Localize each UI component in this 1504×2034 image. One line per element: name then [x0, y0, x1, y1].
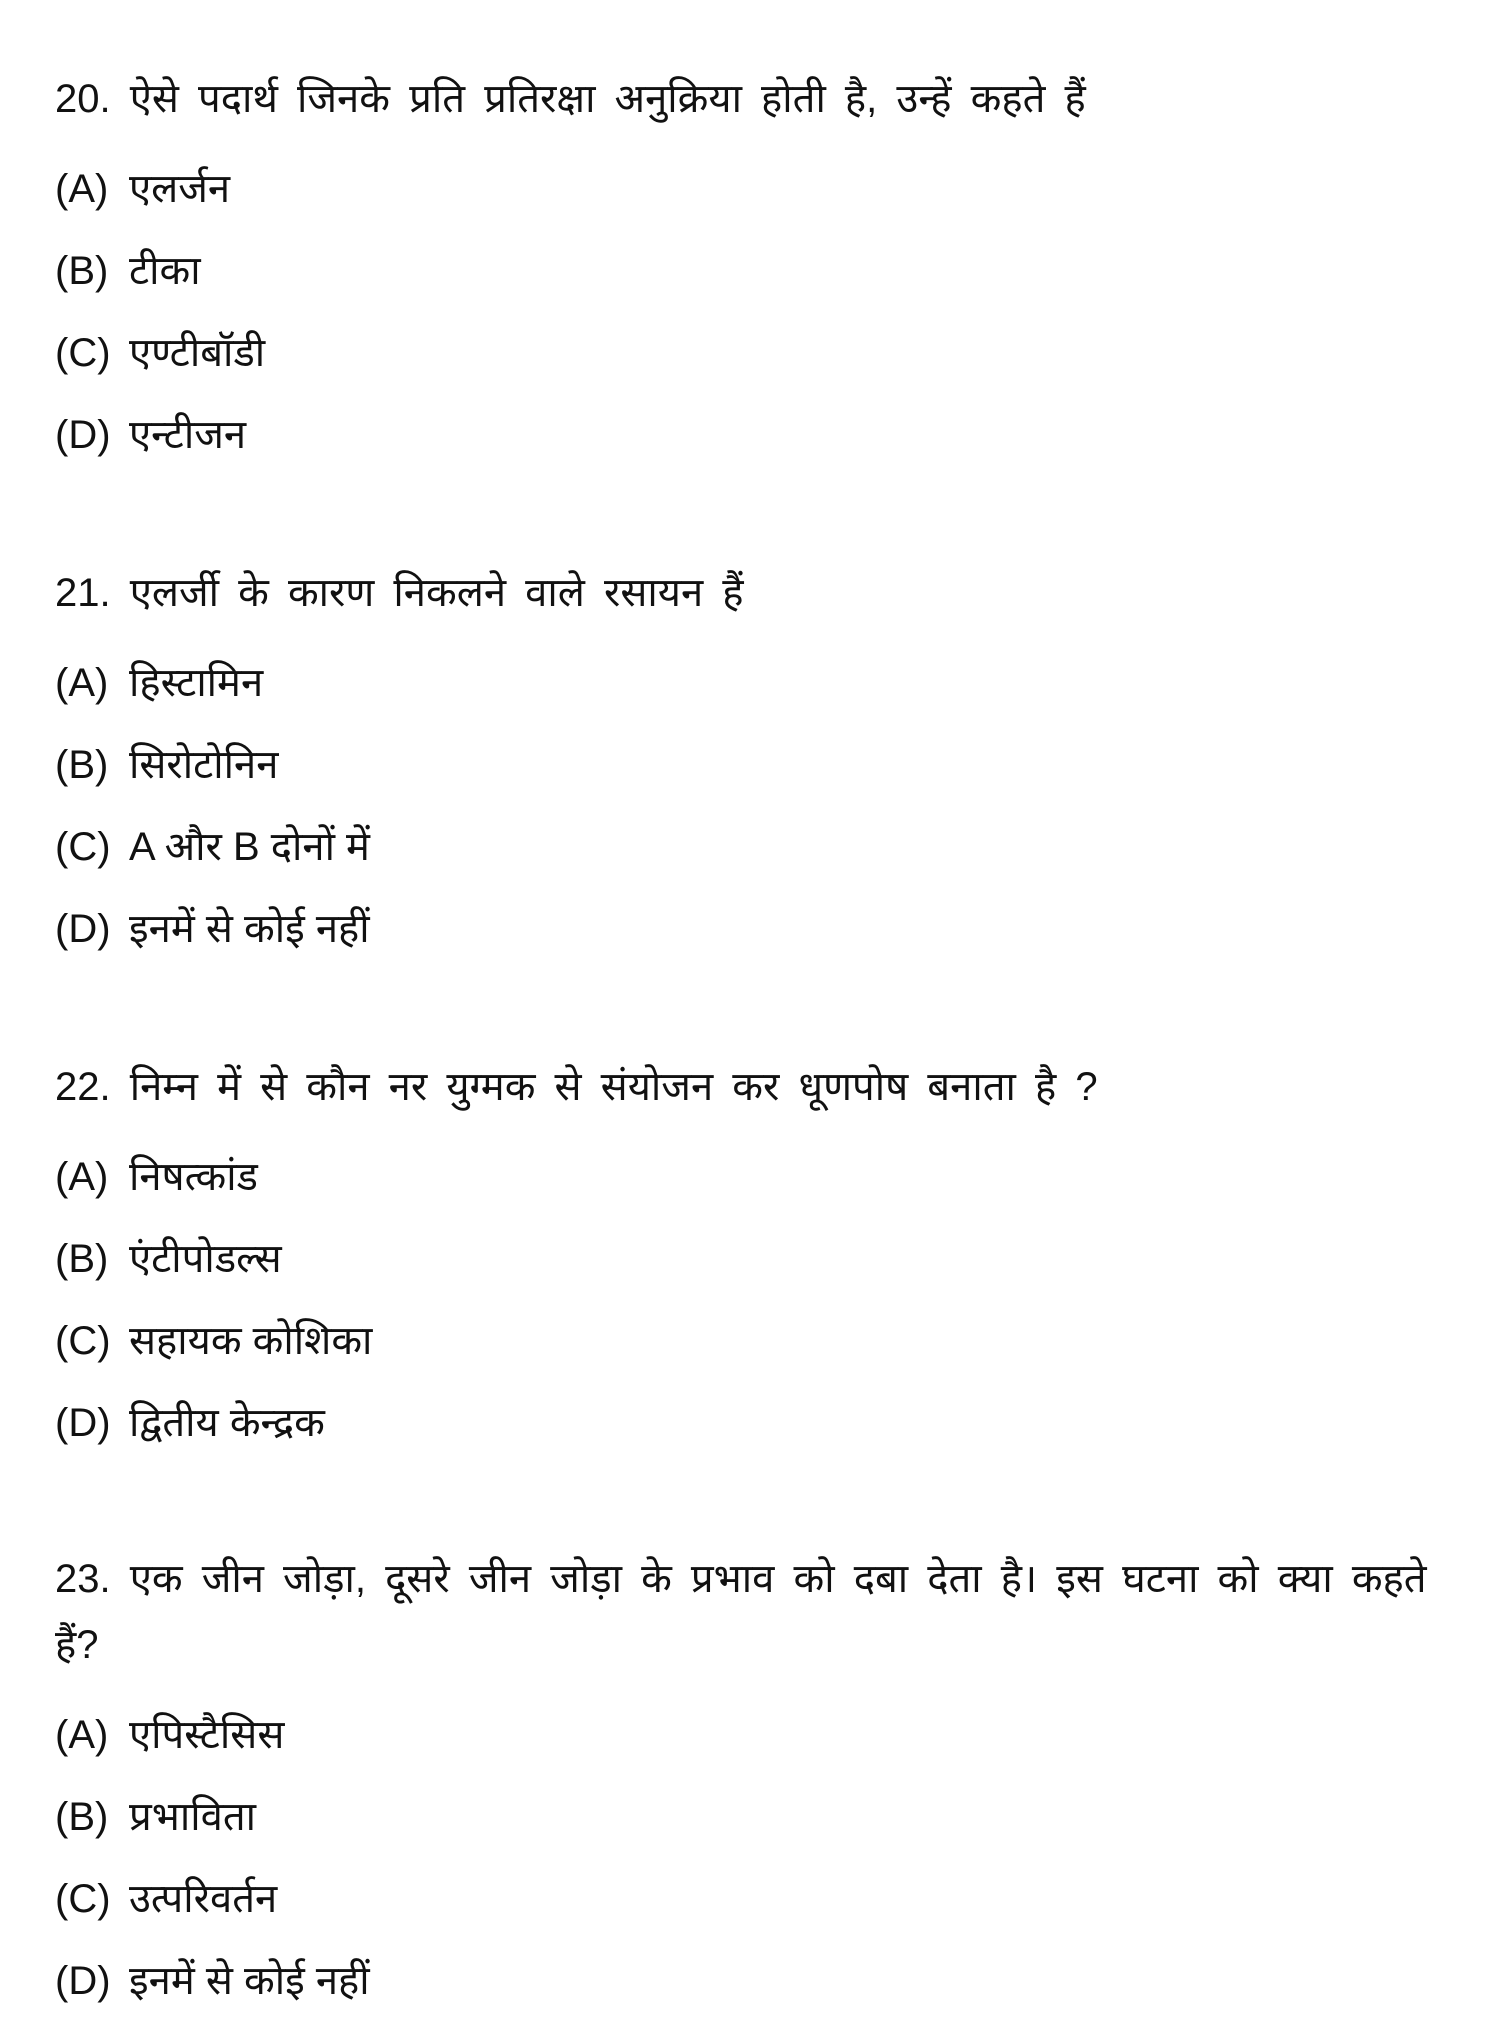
- question-stem: 21. एलर्जी के कारण निकलने वाले रसायन हैं: [55, 571, 744, 615]
- option-d: (D) एन्टीजन: [55, 413, 247, 457]
- option-a: (A) एलर्जन: [55, 167, 231, 211]
- option-d: (D) इनमें से कोई नहीं: [55, 907, 370, 951]
- option-b: (B) प्रभाविता: [55, 1795, 256, 1839]
- question-stem: 22. निम्न में से कौन नर युग्मक से संयोजन कर धूणपोष बनाता है ?: [55, 1065, 1098, 1109]
- option-a: (A) हिस्टामिन: [55, 661, 264, 705]
- question-23: [55, 1546, 1444, 2022]
- question-22: [55, 1054, 1444, 1464]
- question-stem: 23. एक जीन जोड़ा, दूसरे जीन जोड़ा के प्रभाव को दबा देता है। इस घटना को क्या कहते हैं?: [55, 1557, 1427, 1667]
- question-21: [55, 560, 1444, 970]
- option-d: (D) इनमें से कोई नहीं: [55, 1959, 370, 2003]
- option-c: (C) A और B दोनों में: [55, 825, 370, 869]
- option-c: (C) एण्टीबॉडी: [55, 331, 266, 375]
- option-c: (C) उत्परिवर्तन: [55, 1877, 278, 1921]
- option-b: (B) टीका: [55, 249, 201, 293]
- option-d: (D) द्वितीय केन्द्रक: [55, 1401, 325, 1445]
- option-b: (B) सिरोटोनिन: [55, 743, 279, 787]
- question-stem: 20. ऐसे पदार्थ जिनके प्रति प्रतिरक्षा अनुक्रिया होती है, उन्हें कहते हैं: [55, 77, 1086, 121]
- option-b: (B) एंटीपोडल्स: [55, 1237, 282, 1281]
- option-a: (A) निषत्कांड: [55, 1155, 258, 1199]
- option-a: (A) एपिस्टैसिस: [55, 1713, 285, 1757]
- option-c: (C) सहायक कोशिका: [55, 1319, 373, 1363]
- question-20: [55, 66, 1444, 476]
